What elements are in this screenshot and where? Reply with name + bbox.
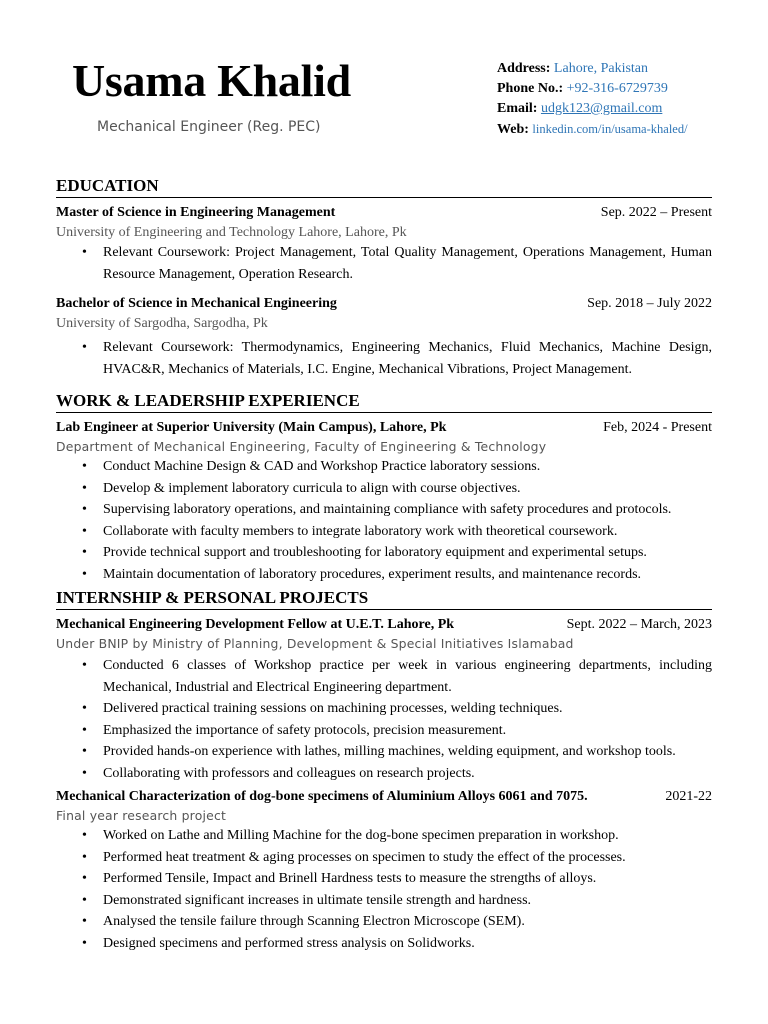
- web-link[interactable]: linkedin.com/in/usama-khaled/: [532, 122, 688, 136]
- list-item: • Maintain documentation of laboratory procedures, experiment results, and maintenance records.: [56, 564, 712, 586]
- entry-title: Mechanical Engineering Development Fellow at U.E.T. Lahore, Pk: [56, 617, 455, 632]
- list-item: • Develop & implement laboratory curricula to align with course objectives.: [56, 478, 712, 500]
- list-item: • Collaborate with faculty members to integrate laboratory work with theoretical coursework.: [56, 521, 712, 543]
- list-item: • Designed specimens and performed stress analysis on Solidworks.: [56, 933, 712, 955]
- bullet-list: [56, 242, 712, 285]
- entry-org: Under BNIP by Ministry of Planning, Development & Special Initiatives Islamabad: [56, 636, 574, 651]
- entry-org: Department of Mechanical Engineering, Faculty of Engineering & Technology: [56, 439, 547, 454]
- list-item: • Performed heat treatment & aging processes on specimen to study the effect of the processes.: [56, 847, 712, 869]
- work-entry: [56, 417, 712, 585]
- list-item: • Conducted 6 classes of Workshop practice per week in various engineering departments, including Mechanical, Industrial and Electrical Engineering department.: [56, 655, 712, 698]
- email-link[interactable]: udgk123@gmail.com: [540, 101, 663, 116]
- phone-label: Phone No.:: [497, 81, 564, 96]
- list-item: • Performed Tensile, Impact and Brinell Hardness tests to measure the strengths of alloys.: [56, 868, 712, 890]
- entry-header: [56, 417, 712, 438]
- list-item: • Conduct Machine Design & CAD and Workshop Practice laboratory sessions.: [56, 456, 712, 478]
- list-item: • Demonstrated significant increases in ultimate tensile strength and hardness.: [56, 890, 712, 912]
- project-entry: [56, 614, 712, 784]
- entry-date: 2021-22: [665, 789, 712, 804]
- bullet-list: [56, 825, 712, 954]
- contact-web: [497, 119, 688, 140]
- bullet-list: [56, 655, 712, 784]
- entry-header: [56, 614, 712, 635]
- web-label: Web:: [497, 122, 529, 137]
- list-item: • Worked on Lathe and Milling Machine for the dog-bone specimen preparation in workshop.: [56, 825, 712, 847]
- entry-title: Master of Science in Engineering Management: [56, 205, 336, 220]
- entry-title: Mechanical Characterization of dog-bone specimens of Aluminium Alloys 6061 and 7075.: [56, 789, 588, 804]
- list-item: • Delivered practical training sessions on machining processes, welding techniques.: [56, 698, 712, 720]
- section-heading-work: WORK & LEADERSHIP EXPERIENCE: [56, 390, 712, 413]
- section-heading-education: EDUCATION: [56, 175, 712, 198]
- bullet-list: [56, 337, 712, 380]
- entry-title: Lab Engineer at Superior University (Main Campus), Lahore, Pk: [56, 420, 447, 435]
- list-item: • Collaborating with professors and colleagues on research projects.: [56, 763, 712, 785]
- entry-org: University of Engineering and Technology Lahore, Lahore, Pk: [56, 225, 407, 240]
- entry-org: Final year research project: [56, 808, 227, 823]
- project-entry: [56, 786, 712, 954]
- list-item: • Provided hands-on experience with lathes, milling machines, welding equipment, and workshop tools.: [56, 741, 712, 763]
- resume-subtitle: Mechanical Engineer (Reg. PEC): [97, 119, 321, 135]
- entry-title: Bachelor of Science in Mechanical Engineering: [56, 296, 337, 311]
- list-item: • Relevant Coursework: Thermodynamics, Engineering Mechanics, Fluid Mechanics, Machine Design, HVAC&R, Mechanics of Materials, I.C. Engine, Mechanical Vibrations, Project Management.: [56, 337, 712, 380]
- list-item: • Emphasized the importance of safety protocols, precision measurement.: [56, 720, 712, 742]
- entry-date: Sep. 2018 – July 2022: [587, 296, 712, 311]
- entry-header: [56, 786, 712, 807]
- education-entry: [56, 293, 712, 380]
- address-label: Address:: [497, 61, 551, 76]
- entry-date: Sept. 2022 – March, 2023: [566, 617, 712, 632]
- email-label: Email:: [497, 101, 538, 116]
- contact-phone: [497, 79, 688, 99]
- entry-date: Feb, 2024 - Present: [603, 420, 712, 435]
- entry-header: [56, 293, 712, 314]
- contact-email: [497, 99, 688, 119]
- list-item: • Relevant Coursework: Project Management, Total Quality Management, Operations Management, Human Resource Management, Operation Research.: [56, 242, 712, 285]
- resume-body: [56, 175, 712, 954]
- list-item: • Supervising laboratory operations, and maintaining compliance with safety procedures and protocols.: [56, 499, 712, 521]
- section-heading-projects: INTERNSHIP & PERSONAL PROJECTS: [56, 587, 712, 610]
- bullet-list: [56, 456, 712, 585]
- address-value: Lahore, Pakistan: [553, 61, 649, 76]
- education-entry: [56, 202, 712, 285]
- list-item: • Provide technical support and troubleshooting for laboratory equipment and experimental setups.: [56, 542, 712, 564]
- contact-address: [497, 59, 688, 79]
- contact-block: [497, 59, 688, 140]
- phone-link[interactable]: +92-316-6729739: [566, 81, 668, 96]
- entry-date: Sep. 2022 – Present: [600, 205, 712, 220]
- entry-org: University of Sargodha, Sargodha, Pk: [56, 316, 268, 331]
- entry-header: [56, 202, 712, 223]
- list-item: • Analysed the tensile failure through Scanning Electron Microscope (SEM).: [56, 911, 712, 933]
- resume-name: Usama Khalid: [72, 55, 351, 106]
